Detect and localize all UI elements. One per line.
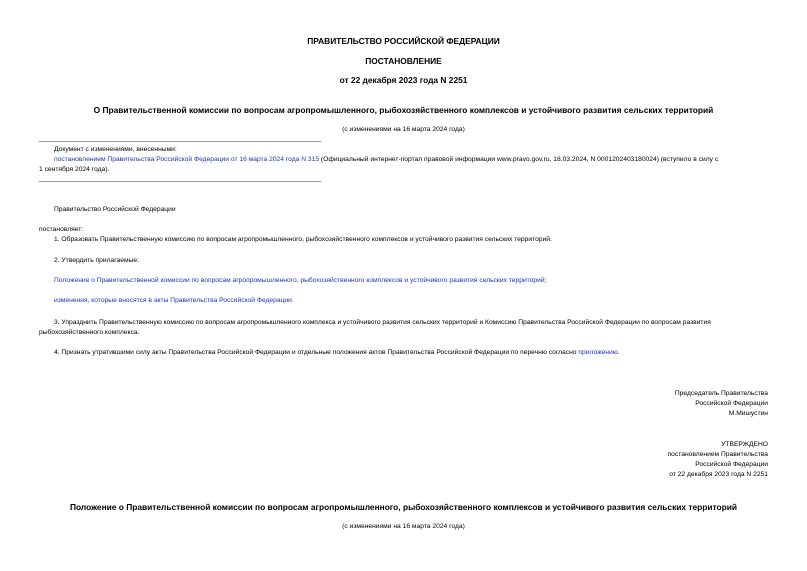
appendix-link[interactable]: приложению: [578, 349, 618, 356]
amendments-bottom-rule: [39, 181, 321, 182]
doc-type-heading: ПОСТАНОВЛЕНИЕ: [365, 56, 442, 66]
paragraph-4-text: 4. Признать утратившими силу акты Правительства Российской Федерации и отдельные положения актов Правительства Российской Федерации по перечню согласно: [54, 349, 579, 356]
paragraph-2: 2. Утвердить прилагаемые:: [54, 257, 139, 264]
date-number-heading: от 22 декабря 2023 года N 2251: [339, 75, 468, 85]
revision-note: (с изменениями на 16 марта 2024 года): [342, 126, 465, 133]
regulation-link[interactable]: Положение о Правительственной комиссии по вопросам агропромышленного, рыбохозяйственного комплексов и устойчивого развития сельских территорий;: [54, 277, 547, 284]
signature-position: Председатель Правительства: [674, 390, 768, 397]
paragraph-1: 1. Образовать Правительственную комиссию по вопросам агропромышленного, рыбохозяйственного комплексов и устойчивого развития сельских территорий.: [54, 236, 552, 243]
approval-label: УТВЕРЖДЕНО: [721, 441, 768, 448]
signature-name: М.Мишустин: [728, 410, 768, 417]
approval-country: Российской Федерации: [695, 461, 768, 468]
appendix-title: Положение о Правительственной комиссии по вопросам агропромышленного, рыбохозяйственного комплексов и устойчивого развития сельских территорий: [69, 502, 738, 512]
amendments-intro: Документ с изменениями, внесенными:: [54, 146, 177, 153]
amendment-source: (Официальный интернет-портал правовой информации www.pravo.gov.ru, 18.03.2024, N 0001202403180024) (вступило в силу с: [319, 156, 719, 163]
paragraph-3-line-2: рыбохозяйственного комплекса.: [39, 329, 140, 336]
approval-date: от 22 декабря 2023 года N 2251: [669, 471, 768, 478]
resolves-label: постановляет:: [39, 226, 84, 233]
paragraph-3-line-1: 3. Упразднить Правительственную комиссию по вопросам агропромышленного комплекса и устойчивого развития сельских территорий и Комиссию Правительства Российской Федерации по вопросам развития: [54, 319, 711, 326]
amendments-acts-link[interactable]: изменения, которые вносятся в акты Правительства Российской Федерации.: [54, 297, 294, 304]
issuer-heading: ПРАВИТЕЛЬСТВО РОССИЙСКОЙ ФЕДЕРАЦИИ: [307, 36, 500, 46]
amendments-top-rule: [39, 141, 321, 142]
appendix-revision-note: (с изменениями на 16 марта 2024 года): [342, 523, 465, 530]
paragraph-4-end: .: [617, 349, 620, 356]
paragraph-4: [54, 349, 620, 356]
amendments-line: [54, 156, 718, 163]
approval-by: постановлением Правительства: [667, 451, 768, 458]
amendments-line-2: 1 сентября 2024 года).: [39, 166, 110, 173]
government-label: Правительство Российской Федерации: [54, 206, 176, 213]
signature-country: Российской Федерации: [695, 400, 768, 407]
document-title: О Правительственной комиссии по вопросам агропромышленного, рыбохозяйственного комплексов и устойчивого развития сельских территорий: [93, 105, 714, 115]
amendment-link[interactable]: постановлением Правительства Российской Федерации от 16 марта 2024 года N 315: [54, 156, 320, 163]
